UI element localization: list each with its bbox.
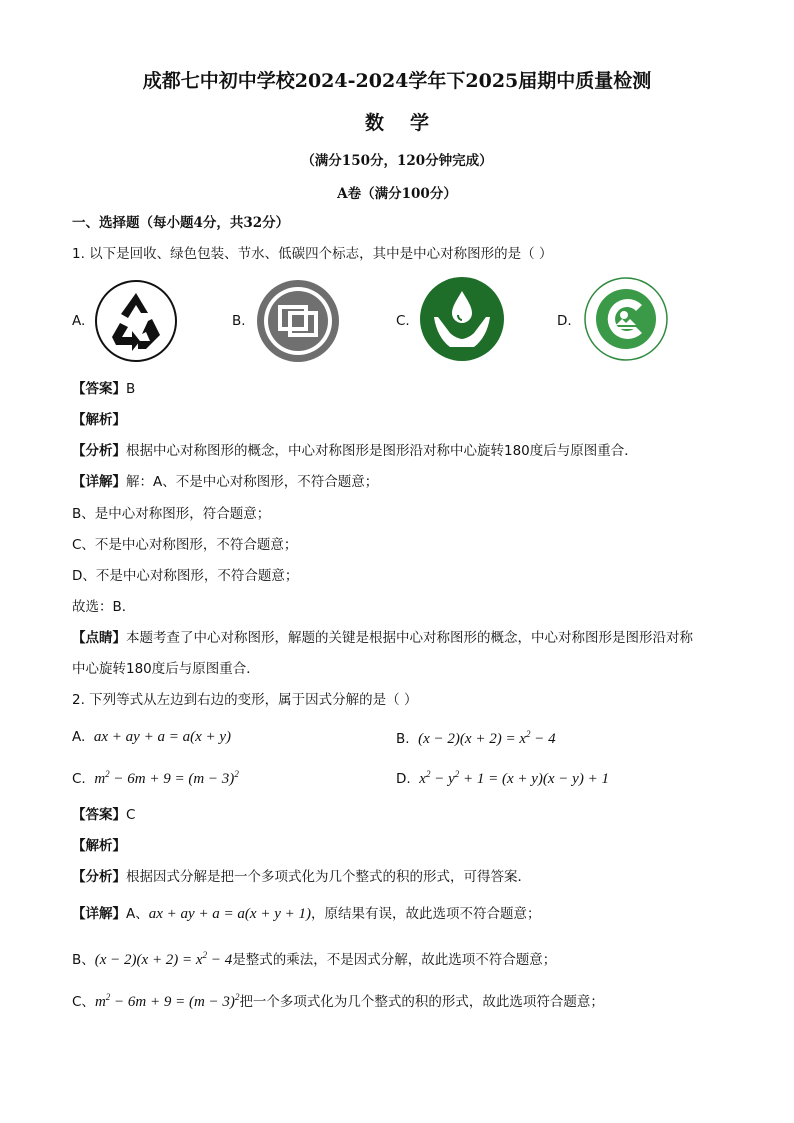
xj-a-math: ax + ay + a = a(x + y + 1) <box>148 906 311 922</box>
fenxi-tag: 【分析】 <box>72 869 126 885</box>
analysis-tag: 【解析】 <box>72 838 126 854</box>
xj-b-exp: 2 <box>202 950 208 960</box>
option-c-exp-2: 2 <box>234 769 239 779</box>
option-a-label: A. <box>72 729 86 745</box>
low-carbon-logo-icon <box>584 277 668 361</box>
xj-a-prefix: A、 <box>126 906 149 922</box>
section-heading: 一、选择题（每小题4分，共32分） <box>72 215 290 231</box>
q1-choose: 故选：B． <box>72 599 136 615</box>
q1-dianjing-line-2: 中心旋转180度后与原图重合． <box>72 661 260 677</box>
xj-c-math <box>95 994 240 1010</box>
option-b-math <box>418 731 555 747</box>
fenxi-text: 根据中心对称图形的概念，中心对称图形是图形沿对称中心旋转180度后与原图重合． <box>126 443 638 459</box>
q1-dianjing-line <box>72 629 693 647</box>
option-b-label: B. <box>396 731 410 747</box>
option-b-exponent: 2 <box>525 729 531 739</box>
q1-option-b-label: B. <box>232 313 246 329</box>
fenxi-tag: 【分析】 <box>72 443 126 459</box>
answer-tag: 【答案】 <box>72 381 126 397</box>
q2-xiangjie-c <box>72 988 604 1011</box>
xj-c-math-1: m <box>94 994 106 1010</box>
analysis-tag: 【解析】 <box>72 412 126 428</box>
option-d-label: D. <box>396 771 411 787</box>
answer-value: C <box>126 807 136 823</box>
q2-option-c <box>72 769 239 788</box>
q1-line-b: B、是中心对称图形，符合题意； <box>72 506 271 522</box>
volume-label: A卷（满分100分） <box>337 186 457 202</box>
q1-xiangjie-line <box>72 473 378 491</box>
q2-xiangjie-a <box>72 905 540 923</box>
question-2-stem: 2. 下列等式从左边到右边的变形，属于因式分解的是（ ） <box>72 692 418 708</box>
xj-c-exp-1: 2 <box>105 992 111 1002</box>
option-c-math <box>94 771 239 787</box>
q2-option-d <box>396 769 609 788</box>
xj-b-math-1: (x − 2)(x + 2) = x <box>94 952 203 968</box>
answer-value: B <box>126 381 136 397</box>
q1-answer-line <box>72 380 135 398</box>
xj-a-text: ，原结果有误，故此选项不符合题意； <box>310 906 541 922</box>
xj-c-exp-2: 2 <box>234 992 240 1002</box>
option-c-m: m <box>94 771 106 787</box>
xiangjie-tag: 【详解】 <box>72 906 126 922</box>
q2-option-b <box>396 729 556 748</box>
xj-c-prefix: C、 <box>72 994 95 1010</box>
option-c-mid: − 6m + 9 = (m − 3) <box>109 771 235 787</box>
xiangjie-text: 解：A、不是中心对称图形，不符合题意； <box>126 474 379 490</box>
q2-fenxi-line <box>72 868 531 886</box>
option-d-math <box>419 771 609 787</box>
option-a-math: ax + ay + a = a(x + y) <box>93 729 231 745</box>
option-d-y: − y <box>430 771 455 787</box>
page-title: 成都七中初中学校2024-2024学年下2025届期中质量检测 <box>142 70 652 92</box>
q1-option-c-label: C. <box>396 313 410 329</box>
subject-title: 数学 <box>364 112 455 134</box>
xj-b-math-2: − 4 <box>207 952 233 968</box>
q1-option-a-label: A. <box>72 313 86 329</box>
option-d-exp-1: 2 <box>425 769 431 779</box>
q1-line-c: C、不是中心对称图形，不符合题意； <box>72 537 298 553</box>
xiangjie-tag: 【详解】 <box>72 474 126 490</box>
q1-line-d: D、不是中心对称图形，不符合题意； <box>72 568 299 584</box>
dianjing-tag: 【点睛】 <box>72 630 126 646</box>
fenxi-text: 根据因式分解是把一个多项式化为几个整式的积的形式，可得答案． <box>126 869 531 885</box>
water-saving-logo-icon <box>420 277 504 361</box>
q1-option-d-label: D. <box>557 313 572 329</box>
option-c-exp-1: 2 <box>105 769 110 779</box>
option-d-rest: + 1 = (x + y)(x − y) + 1 <box>459 771 609 787</box>
option-c-label: C. <box>72 771 86 787</box>
score-info: （满分150分，120分钟完成） <box>301 153 493 169</box>
answer-tag: 【答案】 <box>72 807 126 823</box>
option-b-math-left: (x − 2)(x + 2) = x <box>418 731 526 747</box>
option-b-math-right: − 4 <box>530 731 556 747</box>
q1-fenxi-line <box>72 442 638 460</box>
dianjing-text-1: 本题考查了中心对称图形，解题的关键是根据中心对称图形的概念，中心对称图形是图形沿对称 <box>126 630 693 646</box>
q2-answer-line <box>72 806 135 824</box>
option-d-exp-2: 2 <box>454 769 460 779</box>
xj-c-math-2: − 6m + 9 = (m − 3) <box>110 994 235 1010</box>
option-d-x: x <box>419 771 426 787</box>
green-package-logo-icon <box>256 279 340 363</box>
q2-xiangjie-b <box>72 946 556 969</box>
xj-b-text: 是整式的乘法，不是因式分解，故此选项不符合题意； <box>232 952 557 968</box>
recycle-logo-icon <box>94 279 178 363</box>
q2-option-a <box>72 729 231 746</box>
xj-c-text: 把一个多项式化为几个整式的积的形式，故此选项符合题意； <box>239 994 604 1010</box>
xj-b-prefix: B、 <box>72 952 95 968</box>
question-1-stem: 1. 以下是回收、绿色包装、节水、低碳四个标志，其中是中心对称图形的是（ ） <box>72 246 553 262</box>
xj-b-math <box>95 952 232 968</box>
